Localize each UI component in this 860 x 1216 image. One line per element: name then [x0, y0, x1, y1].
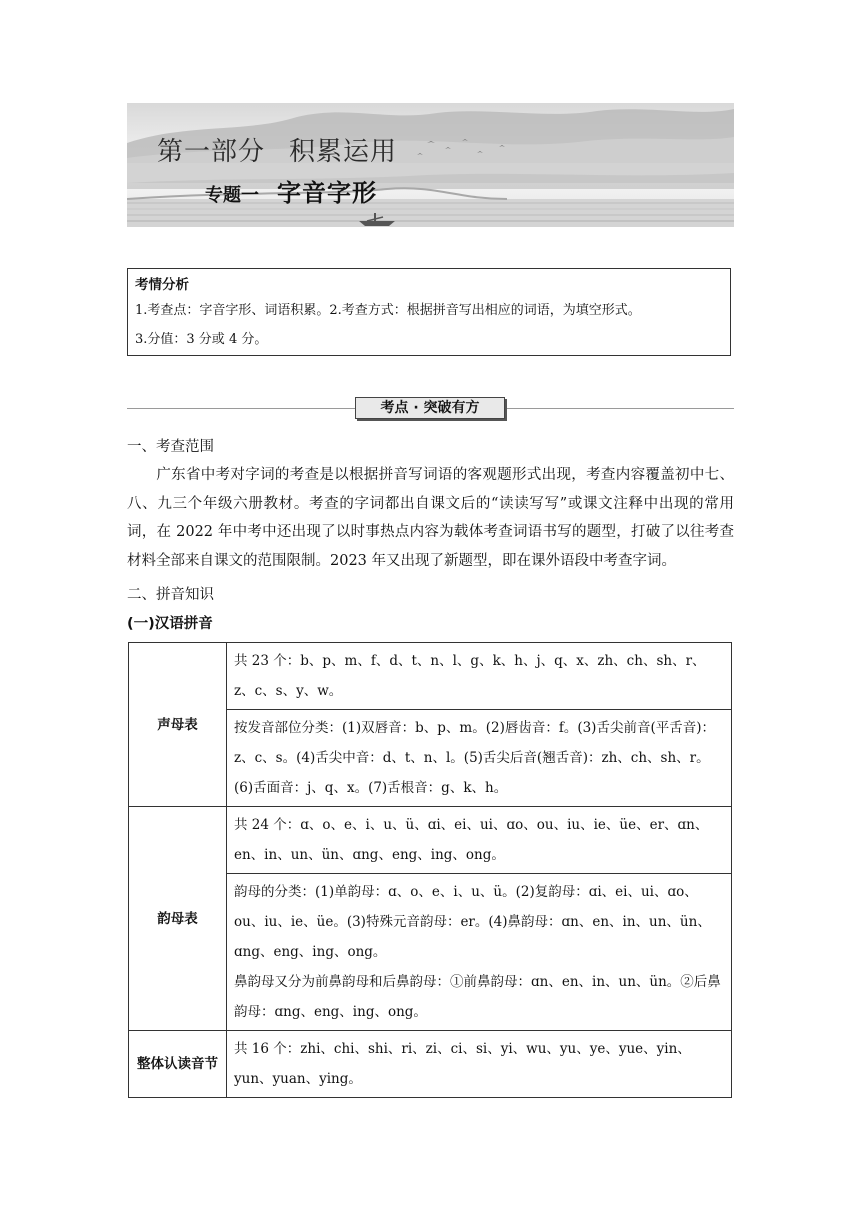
banner-sub-title: 字音字形 [277, 179, 377, 207]
row-header-finals: 韵母表 [129, 807, 227, 1031]
row-header-initials: 声母表 [129, 643, 227, 807]
banner-title-topic: 积累运用 [289, 137, 398, 167]
analysis-heading: 考情分析 [135, 277, 189, 293]
analysis-line-1: 1.考查点：字音字形、词语积累。2.考查方式：根据拼音写出相应的词语，为填空形式。 [135, 303, 641, 318]
pinyin-table [128, 642, 732, 1098]
table-cell: 共 24 个：ɑ、o、e、i、u、ü、ɑi、ei、ui、ɑo、ou、iu、ie、üe、er、ɑn、en、in、un、ün、ɑng、eng、ing、ong。 [227, 807, 732, 874]
table-row [129, 807, 732, 874]
table-row [129, 643, 732, 710]
table-cell: 按发音部位分类：(1)双唇音：b、p、m。(2)唇齿音：f。(3)舌尖前音(平舌音)：z、c、s。(4)舌尖中音：d、t、n、l。(5)舌尖后音(翘舌音)：zh、ch、sh、r。(6)舌面音：j、q、x。(7)舌根音：g、k、h。 [227, 710, 732, 807]
banner-title-part: 第一部分 [157, 137, 266, 167]
section2-heading: 二、拼音知识 [127, 587, 214, 603]
table-cell: 共 16 个：zhi、chi、shi、ri、zi、ci、si、yi、wu、yu、ye、yue、yin、yun、yuan、ying。 [227, 1031, 732, 1098]
section-badge: 考点 · 突破有方 [355, 397, 505, 419]
banner-subtitle [205, 173, 377, 208]
exam-analysis-box [127, 268, 731, 356]
row-header-syllables: 整体认读音节 [129, 1031, 227, 1098]
chapter-banner [127, 103, 734, 227]
table-cell [227, 874, 732, 1031]
banner-sub-label: 专题一 [205, 185, 259, 206]
section1-paragraph [127, 461, 734, 575]
section1-paragraph-text: 广东省中考对字词的考查是以根据拼音写词语的客观题形式出现，考查内容覆盖初中七、八、九三个年级六册教材。考查的字词都出自课文后的“读读写写”或课文注释中出现的常用词，在 2022 年中考中还出现了以时事热点内容为载体考查词语书写的题型，打破了以往考查材料全部来自课文的范围限制。2023 年又出现了新题型，即在课外语段中考查字词。 [127, 467, 734, 569]
table-row [129, 1031, 732, 1098]
section2-subheading: (一)汉语拼音 [127, 616, 213, 632]
section1-heading: 一、考查范围 [127, 439, 214, 455]
nasal-finals-note: 鼻韵母又分为前鼻韵母和后鼻韵母：①前鼻韵母：ɑn、en、in、un、ün。②后鼻韵母：ɑng、eng、ing、ong。 [234, 974, 721, 1020]
table-cell: 共 23 个：b、p、m、f、d、t、n、l、g、k、h、j、q、x、zh、ch、sh、r、z、c、s、y、w。 [227, 643, 732, 710]
finals-classification: 韵母的分类：(1)单韵母：ɑ、o、e、i、u、ü。(2)复韵母：ɑi、ei、ui、ɑo、ou、iu、ie、üe。(3)特殊元音韵母：er。(4)鼻韵母：ɑn、en、in、un、ün、ɑng、eng、ing、ong。 [234, 884, 711, 960]
analysis-line-2: 3.分值：3 分或 4 分。 [135, 332, 268, 347]
banner-title [157, 131, 397, 168]
